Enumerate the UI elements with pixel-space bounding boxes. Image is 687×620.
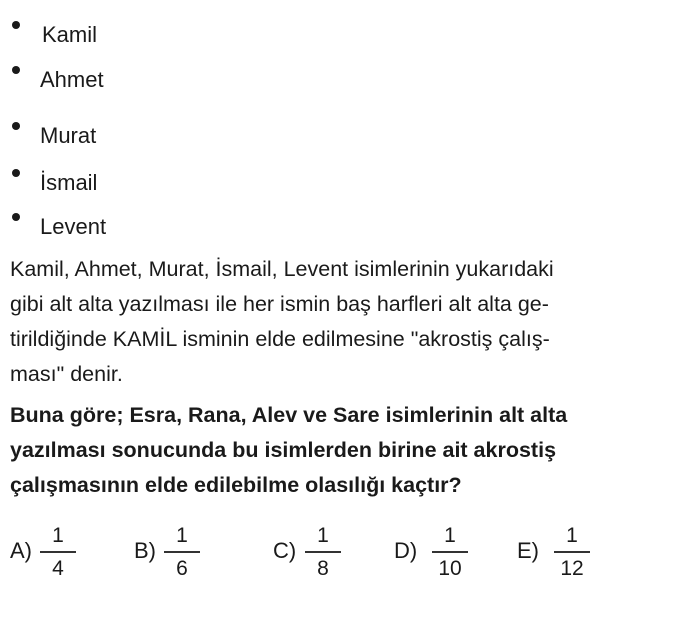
fraction-bar xyxy=(432,551,468,553)
intro-line: tirildiğinde KAMİL isminin elde edilmesine "akrostiş çalış- xyxy=(10,327,550,351)
bullet-icon xyxy=(12,122,20,130)
fraction xyxy=(301,522,345,583)
intro-line: Kamil, Ahmet, Murat, İsmail, Levent isimlerinin yukarıdaki xyxy=(10,257,554,281)
bullet-icon xyxy=(12,169,20,177)
list-item xyxy=(10,169,98,195)
fraction-bar xyxy=(554,551,590,553)
intro-paragraph xyxy=(10,252,650,392)
name-text: Ahmet xyxy=(40,67,104,92)
name-text: Levent xyxy=(40,214,107,239)
numerator: 1 xyxy=(566,524,578,547)
denominator: 10 xyxy=(438,556,462,580)
name-text: İsmail xyxy=(40,170,98,195)
name-text: Murat xyxy=(40,123,97,148)
numerator: 1 xyxy=(176,524,188,547)
denominator: 4 xyxy=(52,556,64,580)
numerator: 1 xyxy=(317,524,329,547)
list-item xyxy=(10,66,104,92)
question-line: yazılması sonucunda bu isimlerden birine ait akrostiş xyxy=(10,438,557,462)
fraction-bar xyxy=(164,551,200,553)
numerator: 1 xyxy=(52,524,64,547)
bullet-icon xyxy=(12,66,20,74)
bullet-icon xyxy=(12,21,20,29)
option-label: E) xyxy=(517,538,539,563)
list-item xyxy=(10,122,97,148)
option-label: A) xyxy=(10,538,32,563)
intro-line: ması" denir. xyxy=(10,362,123,386)
option-label: C) xyxy=(273,538,297,563)
bullet-icon xyxy=(12,213,20,221)
list-item xyxy=(10,21,98,47)
denominator: 6 xyxy=(176,556,188,580)
option-label: D) xyxy=(394,538,418,563)
fraction xyxy=(550,522,594,583)
denominator: 8 xyxy=(317,556,329,580)
fraction-bar xyxy=(40,551,76,553)
numerator: 1 xyxy=(444,524,456,547)
question-line: çalışmasının elde edilebilme olasılığı kaçtır? xyxy=(10,473,462,497)
intro-line: gibi alt alta yazılması ile her ismin baş harfleri alt alta ge- xyxy=(10,292,549,316)
denominator: 12 xyxy=(560,556,584,580)
answer-options xyxy=(0,515,687,595)
fraction xyxy=(428,522,472,583)
option-label: B) xyxy=(134,538,156,563)
question-line: Buna göre; Esra, Rana, Alev ve Sare isimlerinin alt alta xyxy=(10,403,568,427)
name-list xyxy=(0,0,687,250)
fraction xyxy=(160,522,204,583)
question-text xyxy=(10,398,650,503)
fraction xyxy=(36,522,80,583)
fraction-bar xyxy=(305,551,341,553)
name-text: Kamil xyxy=(42,22,98,47)
list-item xyxy=(10,213,107,239)
